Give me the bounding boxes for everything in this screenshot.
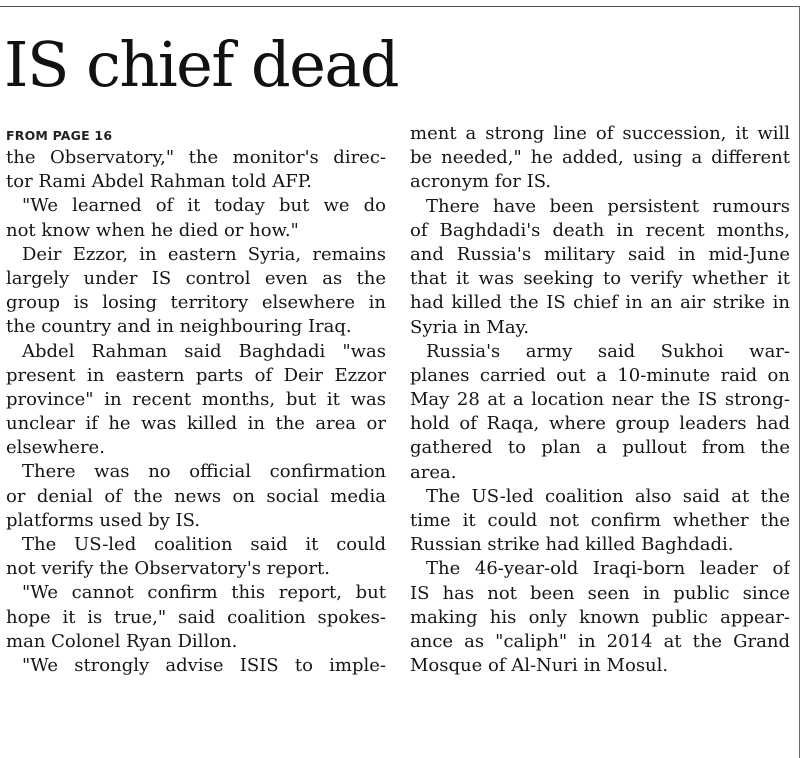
text-line: largely under IS control even as the bbox=[6, 267, 386, 289]
dateline: FROM PAGE 16 bbox=[6, 128, 113, 143]
text-line: ance as "caliph" in 2014 at the Grand bbox=[410, 630, 790, 652]
text-line: elsewhere. bbox=[6, 437, 105, 459]
right-rule bbox=[799, 6, 800, 758]
text-line: The US-led coalition said it could bbox=[22, 534, 386, 555]
text-line: May 28 at a location near the IS strong- bbox=[410, 389, 790, 411]
text-line: that it was seeking to verify whether it bbox=[410, 268, 790, 290]
text-line: "We learned of it today but we do bbox=[22, 195, 386, 217]
text-line: had killed the IS chief in an air strike in bbox=[410, 292, 790, 314]
text-line: or denial of the news on social media bbox=[6, 485, 386, 507]
article-column-left bbox=[6, 126, 386, 678]
text-line: IS has not been seen in public since bbox=[410, 582, 790, 604]
text-line: hold of Raqa, where group leaders had bbox=[410, 413, 790, 435]
text-line: platforms used by IS. bbox=[6, 509, 201, 531]
text-line: planes carried out a 10-minute raid on bbox=[410, 364, 790, 386]
right-column-text bbox=[410, 122, 790, 678]
text-line: hope it is true," said coalition spokes- bbox=[6, 606, 386, 628]
text-line: not verify the Observatory's report. bbox=[6, 558, 330, 580]
text-line: the Observatory," the monitor's direc- bbox=[6, 147, 386, 168]
text-line: group is losing territory elsewhere in bbox=[6, 292, 386, 314]
text-line: of Baghdadi's death in recent months, bbox=[410, 219, 790, 241]
article-column-right bbox=[410, 122, 790, 678]
text-line: Deir Ezzor, in eastern Syria, remains bbox=[22, 243, 386, 265]
text-line: time it could not confirm whether the bbox=[410, 510, 790, 531]
headline: IS chief dead bbox=[4, 28, 399, 101]
text-line: and Russia's military said in mid-June bbox=[410, 243, 790, 265]
text-line: The US-led coalition also said at the bbox=[426, 485, 790, 507]
left-column-text bbox=[6, 146, 386, 678]
text-line: be needed," he added, using a different bbox=[410, 147, 790, 169]
text-line: Syria in May. bbox=[410, 316, 530, 338]
text-line: man Colonel Ryan Dillon. bbox=[6, 630, 238, 652]
text-line: There have been persistent rumours bbox=[426, 195, 790, 217]
text-line: not know when he died or how." bbox=[6, 219, 299, 241]
text-line: "We cannot confirm this report, but bbox=[22, 582, 386, 604]
text-line: Russian strike had killed Baghdadi. bbox=[410, 534, 734, 556]
top-rule bbox=[0, 6, 800, 7]
text-line: present in eastern parts of Deir Ezzor bbox=[6, 364, 386, 386]
text-line: gathered to plan a pullout from the bbox=[410, 437, 790, 459]
text-line: tor Rami Abdel Rahman told AFP. bbox=[6, 171, 312, 193]
text-line: Mosque of Al-Nuri in Mosul. bbox=[410, 655, 669, 677]
text-line: There was no official confirmation bbox=[22, 461, 386, 483]
text-line: province" in recent months, but it was bbox=[6, 388, 386, 410]
text-line: The 46-year-old Iraqi-born leader of bbox=[426, 558, 790, 580]
text-line: acronym for IS. bbox=[410, 171, 552, 193]
text-line: "We strongly advise ISIS to imple- bbox=[22, 654, 386, 676]
text-line: making his only known public appear- bbox=[410, 606, 790, 628]
text-line: unclear if he was killed in the area or bbox=[6, 413, 386, 435]
text-line: area. bbox=[410, 461, 457, 483]
text-line: ment a strong line of succession, it will bbox=[410, 123, 790, 144]
text-line: the country and in neighbouring Iraq. bbox=[6, 316, 352, 338]
text-line: Abdel Rahman said Baghdadi "was bbox=[22, 340, 386, 362]
text-line: Russia's army said Sukhoi war- bbox=[426, 340, 790, 362]
